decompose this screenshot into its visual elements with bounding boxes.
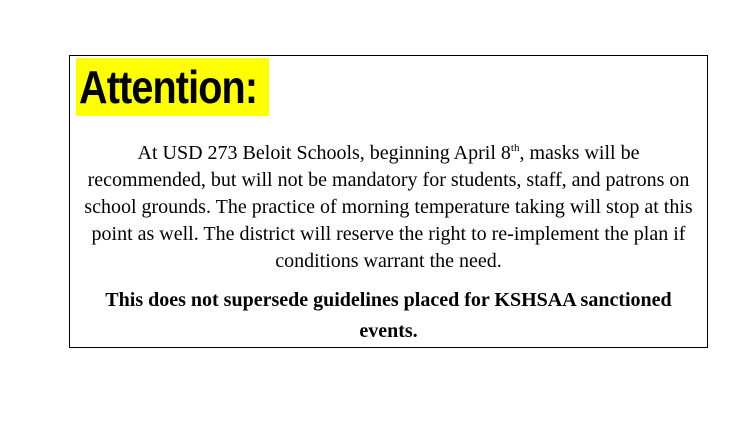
notice-body-part-1: At USD 273 Beloit Schools, beginning April 8 bbox=[137, 142, 511, 164]
heading-wrap bbox=[76, 58, 289, 116]
kshsaa-statement: This does not supersede guidelines placed for KSHSAA sanctioned events. bbox=[105, 289, 672, 342]
notice-body bbox=[82, 140, 695, 275]
ordinal-suffix: th bbox=[510, 142, 520, 154]
notice-box bbox=[69, 55, 708, 348]
attention-heading: Attention: bbox=[79, 61, 258, 113]
notice-body-part-2: , masks will be recommended, but will not be mandatory for students, staff, and patrons on school grounds. The practice of morning temperature taking will stop at this point as well. The district will reserve the right to re-implement the plan if conditions warrant the need. bbox=[84, 142, 693, 272]
